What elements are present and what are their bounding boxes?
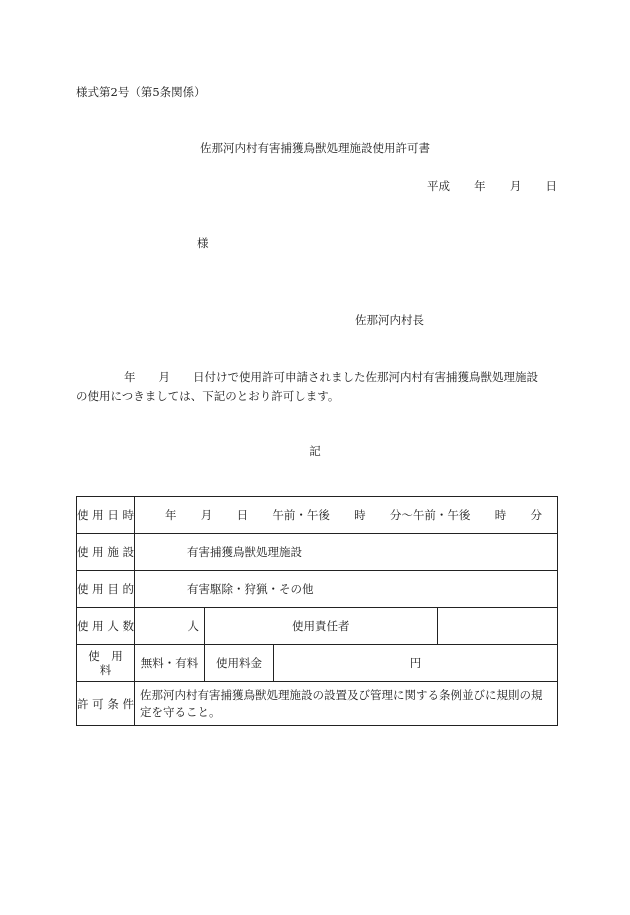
date-day-label: 日 [545,179,557,193]
addressee-suffix: 様 [197,236,209,250]
dt-day: 日 [236,508,249,522]
body-line-1: 年 月 日付けで使用許可申請されました佐那河内村有害捕獲鳥獣処理施設 [124,370,538,384]
responsible-person-value [437,608,558,645]
dt-hour-start: 時 [354,508,366,522]
permit-details-table [76,496,558,726]
dt-month: 月 [200,508,213,522]
table-row [77,682,558,726]
conditions-value: 佐那河内村有害捕獲鳥獣処理施設の設置及び管理に関する条例並びに規則の規定を守ること。 [135,682,558,726]
table-row [77,534,558,571]
dt-ampm-start: 午前・午後 [272,508,330,522]
headcount-unit: 人 [135,608,205,645]
table-row [77,571,558,608]
conditions-label: 許 可 条 件 [77,682,135,726]
purpose-label: 使 用 目 的 [77,571,135,608]
form-number: 様式第2号（第5条関係） [76,85,206,99]
dt-minute-end: 分 [530,508,542,522]
usage-datetime-cell [135,497,558,534]
facility-value: 有害捕獲鳥獣処理施設 [135,534,558,571]
table-row [77,645,558,682]
body-line-2: の使用につきましては、下記のとおり許可します。 [76,389,340,403]
purpose-value: 有害駆除・狩猟・その他 [135,571,558,608]
fee-label: 使 用 料 [77,645,135,682]
table-row [77,608,558,645]
fee-type: 無料・有料 [135,645,205,682]
dt-minute-to-ampm: 分〜午前・午後 [389,508,471,522]
document-title: 佐那河内村有害捕獲鳥獣処理施設使用許可書 [200,141,430,155]
issue-date [427,179,557,193]
dt-hour-end: 時 [494,508,507,522]
ki-heading: 記 [309,444,321,458]
body-paragraph [76,368,558,406]
facility-label: 使 用 施 設 [77,534,135,571]
fee-amount-value: 円 [274,645,558,682]
usage-datetime-label: 使 用 日 時 [77,497,135,534]
headcount-label: 使 用 人 数 [77,608,135,645]
dt-year: 年 [165,508,177,522]
date-year-label: 年 [474,179,486,193]
table-row [77,497,558,534]
fee-amount-label: 使用料金 [205,645,274,682]
date-era: 平成 [427,179,450,193]
issuer-name: 佐那河内村長 [355,313,424,327]
date-month-label: 月 [509,179,522,193]
responsible-person-label: 使用責任者 [205,608,438,645]
